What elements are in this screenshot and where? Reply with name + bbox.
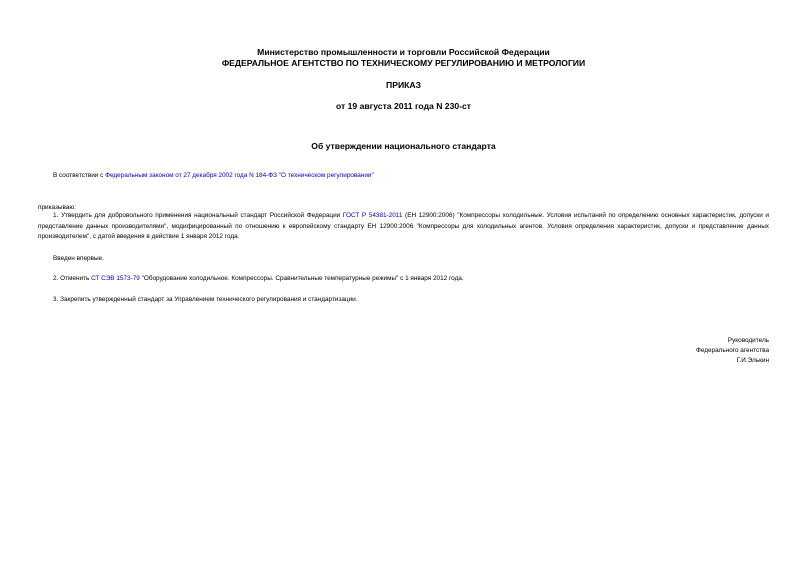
item1-suffix: (ЕН 12900:2006) "Компрессоры холодильные. Условия испытаний по определению основных характеристик, допуски и представление данных производителями", модифицированный по отношению к европейскому стандарту ЕН 12900:2006 "Компрессоры для холодильных агентов. Условия определения характеристик, допуски и представление данных производителем", с датой введения в действие 1 января 2012 года. <box>38 212 769 240</box>
order-date: от 19 августа 2011 года N 230-ст <box>336 101 471 111</box>
federal-law-link[interactable]: Федеральным законом от 27 декабря 2002 года N 184-ФЗ "О техническом регулировании" <box>105 172 374 179</box>
agency-name: ФЕДЕРАЛЬНОЕ АГЕНТСТВО ПО ТЕХНИЧЕСКОМУ РЕГУЛИРОВАНИЮ И МЕТРОЛОГИИ <box>221 58 586 68</box>
basis-paragraph <box>53 171 773 182</box>
item1-prefix: 1. Утвердить для добровольного применения национальный стандарт Российской Федерации <box>53 212 343 219</box>
order-item-1 <box>38 211 769 243</box>
signature-organization: Федерального агентства <box>695 347 769 354</box>
st-sev-link[interactable]: СТ СЭВ 1573-79 <box>91 275 140 282</box>
order-item-3: 3. Закрепить утвержденный стандарт за Управлением технического регулирования и стандартизации. <box>53 296 358 303</box>
order-item-2 <box>53 274 769 285</box>
gost-link[interactable]: ГОСТ Р 54381-2011 <box>342 212 403 219</box>
orders-word: приказываю: <box>38 204 76 211</box>
signature-name: Г.И.Элькин <box>736 357 769 364</box>
signature-title: Руководитель <box>727 337 769 344</box>
ministry-name: Министерство промышленности и торговли Российской Федерации <box>257 47 550 57</box>
intro-note: Введен впервые. <box>53 255 104 262</box>
item2-suffix: "Оборудование холодильное. Компрессоры. Сравнительные температурные режимы" с 1 января 2012 года. <box>139 275 464 282</box>
order-title: ПРИКАЗ <box>386 80 421 90</box>
order-subject: Об утверждении национального стандарта <box>311 141 496 151</box>
item2-prefix: 2. Отменить <box>53 275 92 282</box>
basis-prefix: В соответствии с <box>53 172 106 179</box>
